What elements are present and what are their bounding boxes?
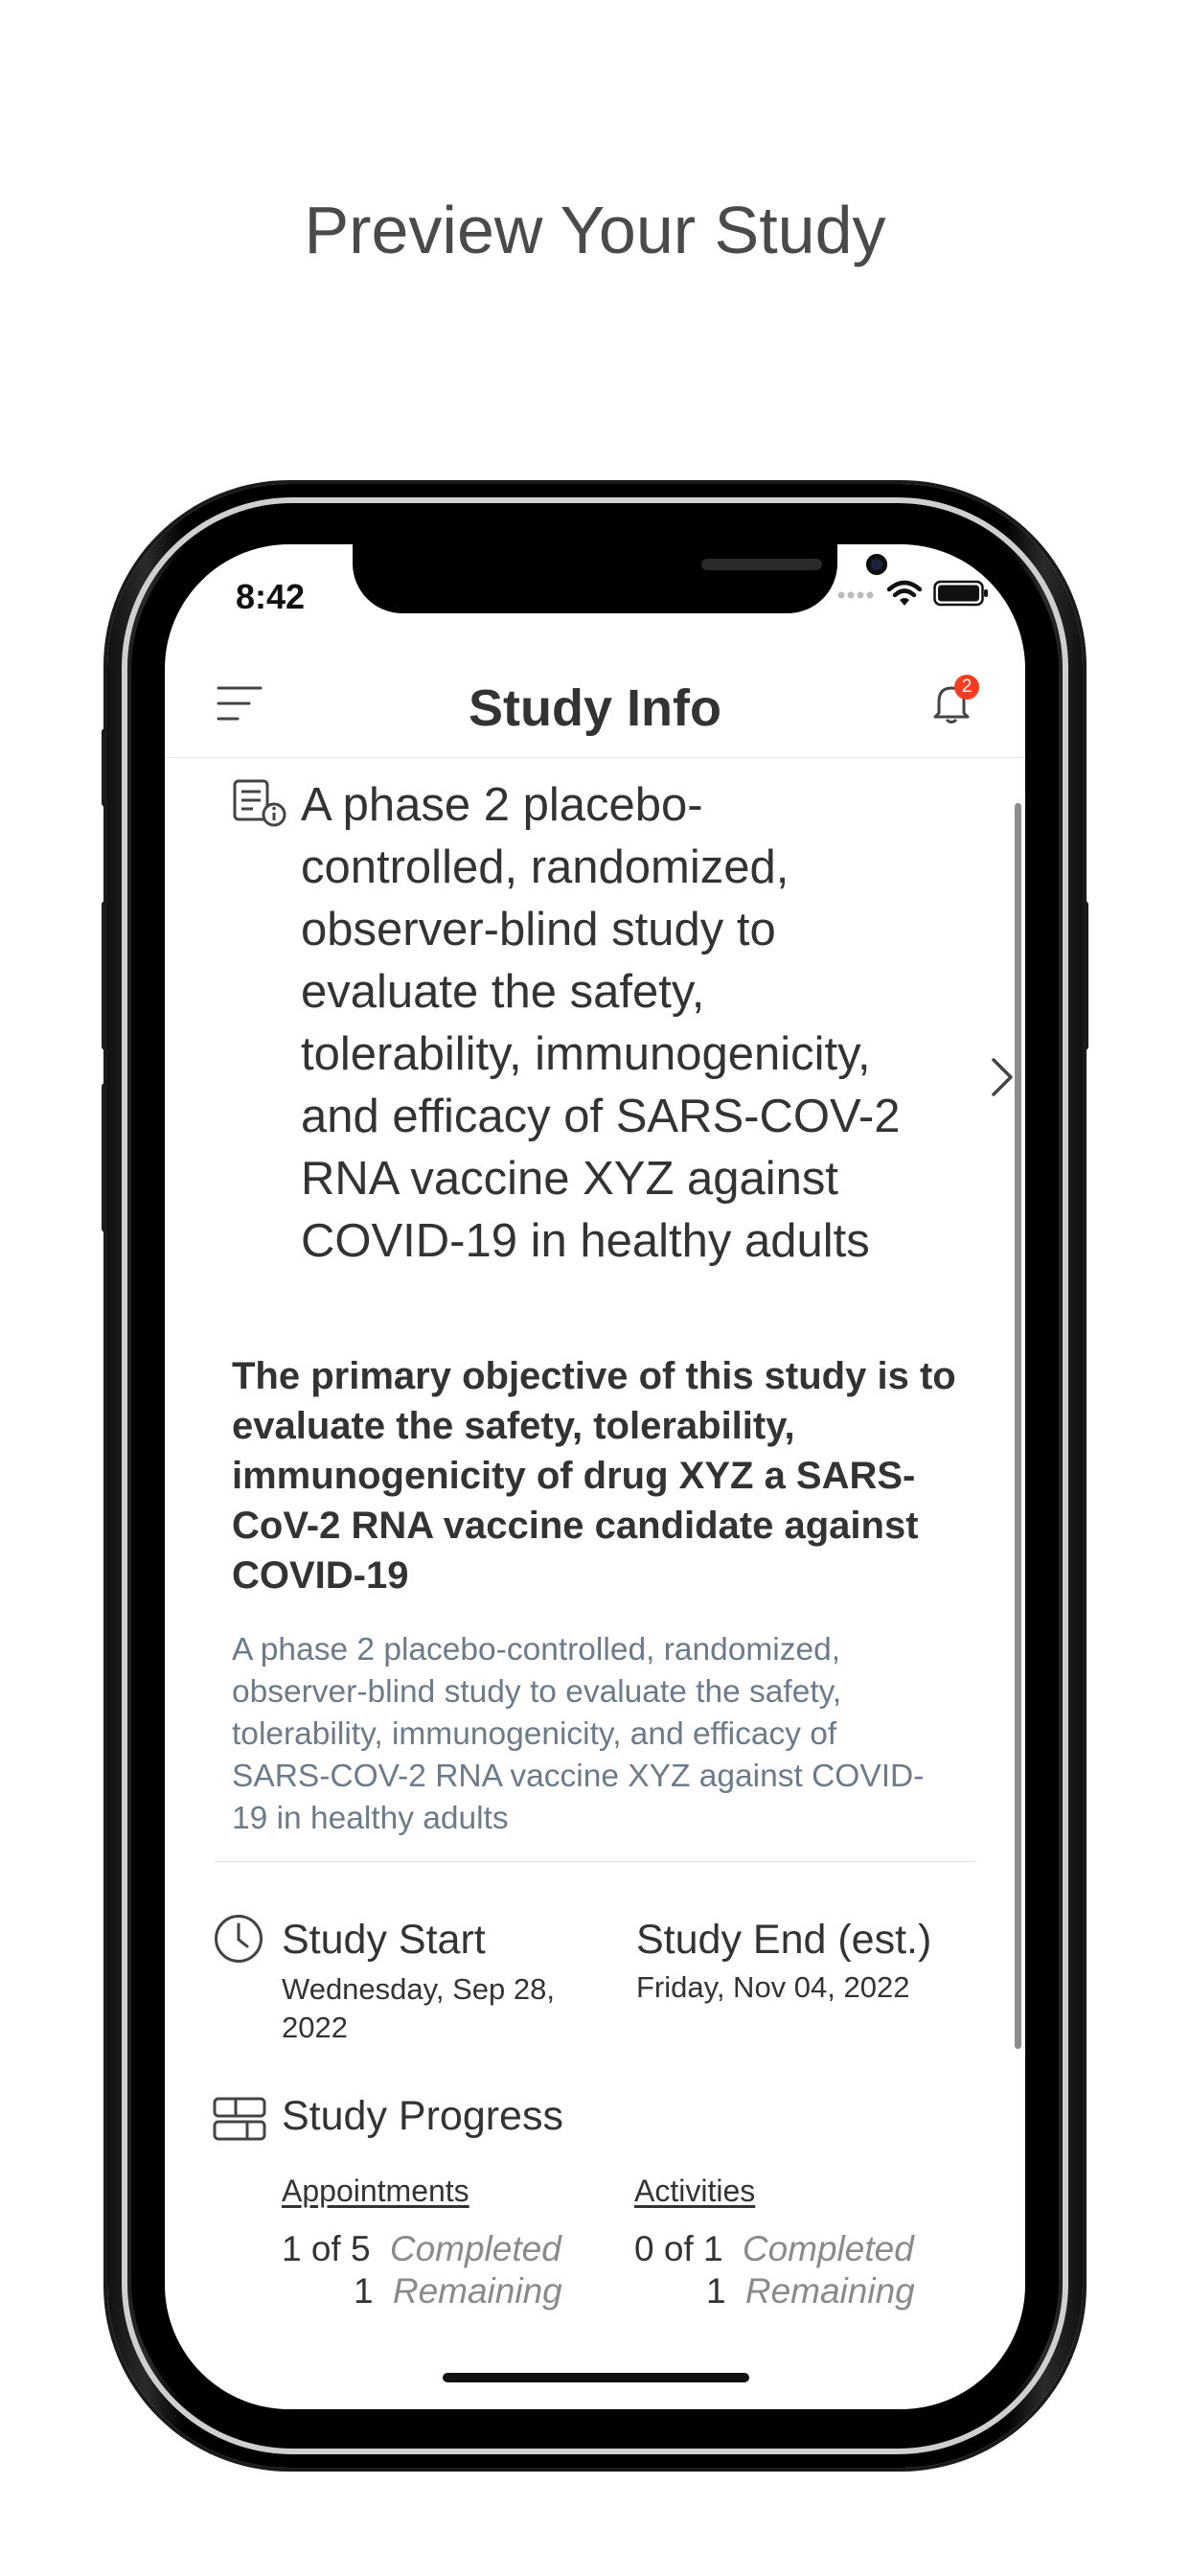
battery-icon (933, 580, 989, 607)
study-title: A phase 2 placebo-controlled, randomized, observer-blind study to evaluate the safety, tolerability, immunogenicity, and efficacy of SARS-COV-2 RNA vaccine XYZ against COVID-19 in healthy adults (301, 779, 901, 1267)
appointments-link[interactable]: Appointments (282, 2174, 469, 2208)
study-description: A phase 2 placebo-controlled, randomized, observer-blind study to evaluate the safety, tolerability, immunogenicity, and efficacy of SARS-COV-2 RNA vaccine XYZ against COVID-19 in healthy adults (232, 1632, 925, 1836)
activities-completed (634, 2229, 914, 2269)
study-end-label: Study End (est.) (636, 1917, 932, 1963)
phone-screen (165, 544, 1025, 2409)
study-start-label: Study Start (282, 1917, 486, 1963)
study-progress-icon (213, 2097, 266, 2141)
section-divider (215, 1861, 975, 1862)
page-title: Study Info (469, 679, 721, 737)
study-document-info-icon (232, 778, 287, 828)
activities-completed-label: Completed (742, 2229, 914, 2268)
clock-icon (213, 1913, 264, 1965)
activities-completed-count: 0 of 1 (634, 2229, 723, 2268)
activities-link[interactable]: Activities (634, 2174, 756, 2208)
navigation-bar (165, 657, 1025, 758)
notification-badge: 2 (954, 675, 979, 700)
chevron-right-icon[interactable] (989, 1056, 1016, 1098)
appointments-remaining-count: 1 (354, 2271, 374, 2311)
activities-remaining-label: Remaining (744, 2271, 915, 2311)
notch (353, 544, 837, 613)
appointments-remaining-label: Remaining (392, 2271, 562, 2311)
preview-headline: Preview Your Study (304, 193, 886, 267)
status-icons (837, 579, 989, 608)
home-indicator[interactable] (443, 2373, 749, 2382)
wifi-icon (887, 580, 922, 607)
vertical-scrollbar[interactable] (1015, 803, 1021, 2049)
status-time: 8:42 (236, 577, 306, 616)
speaker-grille (701, 559, 822, 570)
study-progress-label: Study Progress (282, 2093, 563, 2139)
study-start-date: Wednesday, Sep 28, 2022 (282, 1972, 555, 2044)
appointments-completed-label: Completed (389, 2229, 561, 2268)
appointments-completed (282, 2229, 561, 2269)
study-end-date: Friday, Nov 04, 2022 (636, 1970, 910, 2004)
study-objective: The primary objective of this study is to evaluate the safety, tolerability, immunogenicity of drug XYZ a SARS-CoV-2 RNA vaccine candidate against COVID-19 (232, 1355, 956, 1597)
cellular-signal-icon (837, 587, 876, 599)
appointments-completed-count: 1 of 5 (282, 2229, 371, 2268)
appointments-remaining (354, 2271, 562, 2312)
front-camera (866, 554, 887, 575)
activities-remaining (706, 2271, 915, 2312)
activities-remaining-count: 1 (706, 2271, 726, 2311)
